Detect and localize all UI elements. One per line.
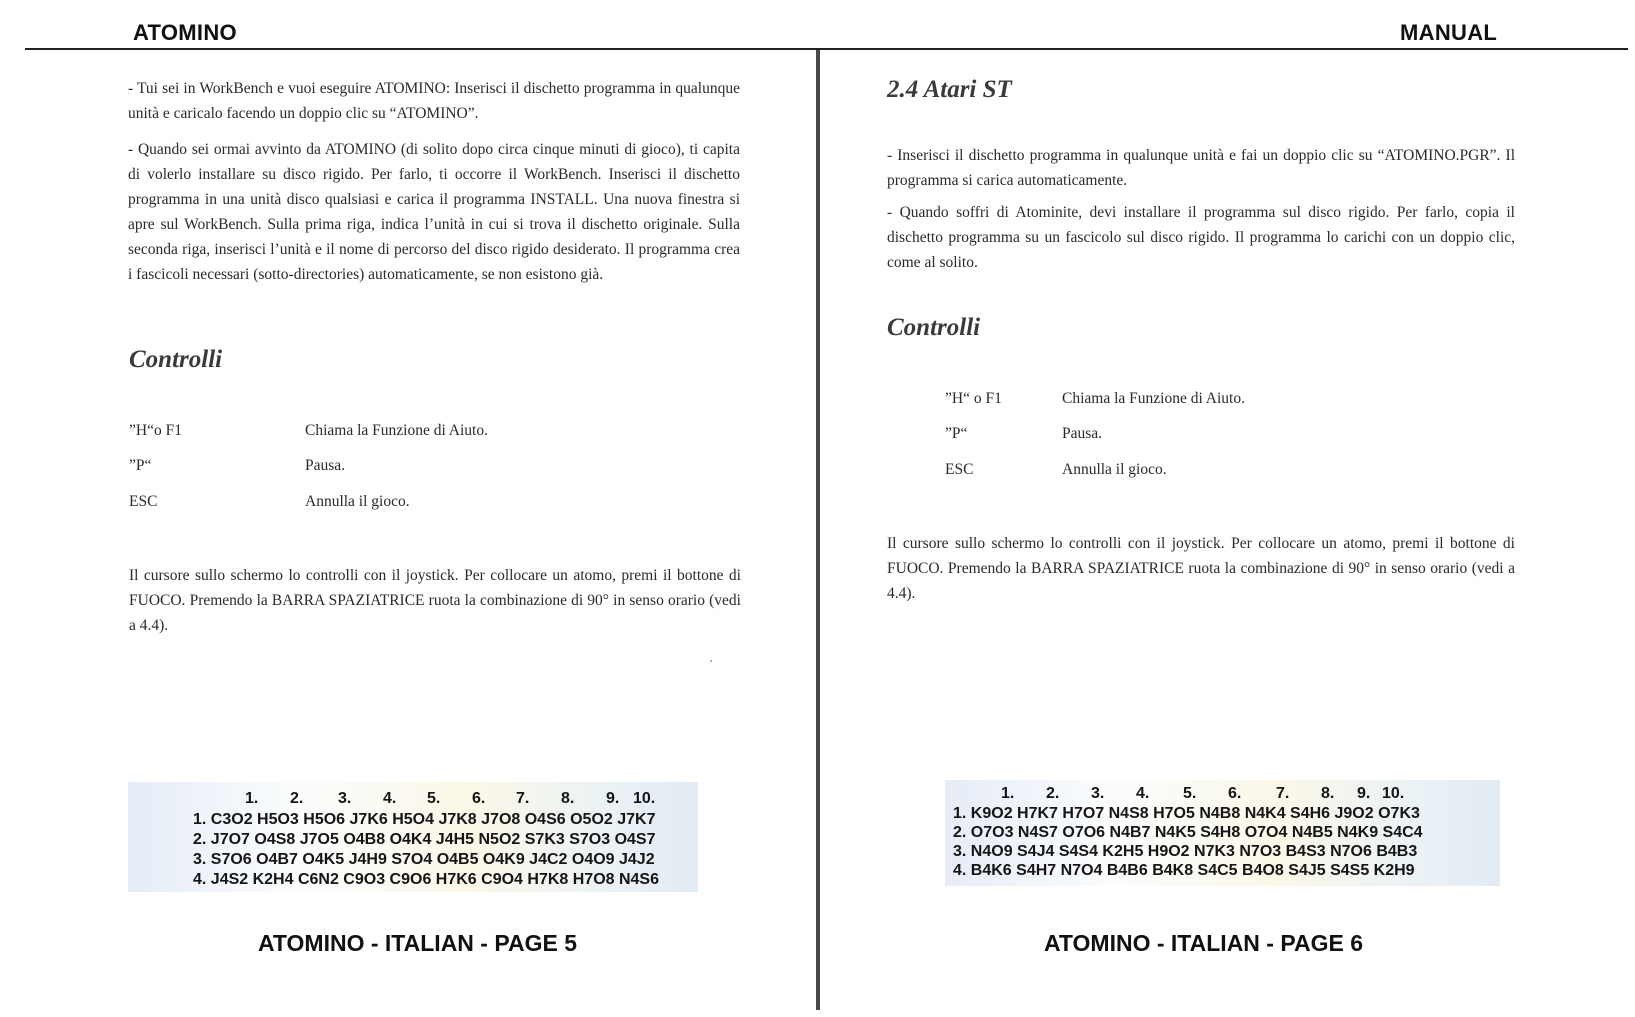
control-key: ”P“ bbox=[129, 457, 152, 474]
column-number: 4. bbox=[1136, 785, 1150, 802]
code-table-column-header bbox=[128, 790, 698, 810]
control-key: ESC bbox=[129, 493, 158, 510]
column-number: 6. bbox=[1228, 785, 1242, 802]
column-number: 9. bbox=[1357, 785, 1371, 802]
paragraph-atari-install: - Quando soffri di Atominite, devi installare il programma sul disco rigido. Per farlo, copia il dischetto programma su un fascicolo sul disco rigido. Il programma lo carichi con un doppio clic, come al solito. bbox=[887, 204, 1515, 271]
level-code-table bbox=[128, 782, 698, 892]
column-number: 2. bbox=[290, 790, 304, 807]
paragraph-atari-run: - Inserisci il dischetto programma in qualunque unità e fai un doppio clic su “ATOMINO.PGR”. Il programma si carica automaticamente. bbox=[887, 147, 1515, 189]
running-header-left: ATOMINO bbox=[133, 20, 237, 45]
paragraph-workbench-run: - Tui sei in WorkBench e vuoi eseguire ATOMINO: Inserisci il dischetto programma in qualunque unità e caricalo facendo un doppio clic su “ATOMINO”. bbox=[128, 80, 740, 122]
code-row: 1. K9O2 H7K7 H7O7 N4S8 H7O5 N4B8 N4K4 S4H6 J9O2 O7K3 bbox=[953, 805, 1420, 822]
column-number: 5. bbox=[1183, 785, 1197, 802]
control-description: Pausa. bbox=[305, 457, 346, 474]
column-number: 4. bbox=[383, 790, 397, 807]
running-header-right: MANUAL bbox=[1400, 20, 1498, 45]
control-key: ”P“ bbox=[945, 425, 968, 442]
code-row: 4. J4S2 K2H4 C6N2 C9O3 C9O6 H7K6 C9O4 H7K8 H7O8 N4S6 bbox=[193, 871, 659, 888]
column-number: 7. bbox=[516, 790, 530, 807]
column-number: 3. bbox=[338, 790, 352, 807]
code-row: 2. J7O7 O4S8 J7O5 O4B8 O4K4 J4H5 N5O2 S7K3 S7O3 O4S7 bbox=[193, 831, 656, 848]
controls-heading: Controlli bbox=[887, 314, 981, 341]
code-row: 4. B4K6 S4H7 N7O4 B4B6 B4K8 S4C5 B4O8 S4J5 S4S5 K2H9 bbox=[953, 862, 1415, 879]
control-description: Pausa. bbox=[1062, 425, 1103, 442]
control-key: ESC bbox=[945, 461, 974, 478]
section-heading-atari-st: 2.4 Atari ST bbox=[887, 76, 1012, 103]
column-number: 6. bbox=[472, 790, 486, 807]
paragraph-cursor-controls: Il cursore sullo schermo lo controlli con il joystick. Per collocare un atomo, premi il bottone di FUOCO. Premendo la BARRA SPAZIATRICE ruota la combinazione di 90° in senso orario (vedi a 4.4). bbox=[129, 567, 741, 634]
code-row: 3. S7O6 O4B7 O4K5 J4H9 S7O4 O4B5 O4K9 J4C2 O4O9 J4J2 bbox=[193, 851, 655, 868]
page-footer: ATOMINO - ITALIAN - PAGE 6 bbox=[1044, 930, 1364, 956]
code-row: 3. N4O9 S4J4 S4S4 K2H5 H9O2 N7K3 N7O3 B4S3 N7O6 B4B3 bbox=[953, 843, 1418, 860]
column-number: 7. bbox=[1276, 785, 1290, 802]
paragraph-cursor-controls: Il cursore sullo schermo lo controlli con il joystick. Per collocare un atomo, premi il bottone di FUOCO. Premendo la BARRA SPAZIATRICE ruota la combinazione di 90° in senso orario (vedi a 4.4). bbox=[887, 535, 1515, 602]
column-number: 9. bbox=[606, 790, 620, 807]
column-number: 8. bbox=[561, 790, 575, 807]
control-description: Annulla il gioco. bbox=[305, 493, 410, 510]
paper-speck bbox=[710, 660, 712, 662]
level-code-table bbox=[945, 780, 1500, 886]
page-footer: ATOMINO - ITALIAN - PAGE 5 bbox=[258, 930, 578, 956]
control-description: Annulla il gioco. bbox=[1062, 461, 1167, 478]
column-number: 10. bbox=[633, 790, 656, 807]
control-description: Chiama la Funzione di Aiuto. bbox=[305, 422, 488, 439]
code-table-column-header bbox=[945, 785, 1500, 805]
controls-heading: Controlli bbox=[129, 346, 223, 373]
column-number: 8. bbox=[1321, 785, 1335, 802]
column-number: 1. bbox=[1001, 785, 1015, 802]
code-row: 1. C3O2 H5O3 H5O6 J7K6 H5O4 J7K8 J7O8 O4S6 O5O2 J7K7 bbox=[193, 811, 656, 828]
column-number: 2. bbox=[1046, 785, 1060, 802]
code-row: 2. O7O3 N4S7 O7O6 N4B7 N4K5 S4H8 O7O4 N4B5 N4K9 S4C4 bbox=[953, 824, 1423, 841]
control-description: Chiama la Funzione di Aiuto. bbox=[1062, 390, 1245, 407]
column-number: 5. bbox=[427, 790, 441, 807]
column-number: 10. bbox=[1382, 785, 1405, 802]
paragraph-workbench-install: - Quando sei ormai avvinto da ATOMINO (di solito dopo circa cinque minuti di gioco), ti capita di volerlo installare su disco rigido. Per farlo, ti occorre il WorkBench. Inserisci il dischetto programma in una unità disco qualsiasi e carica il programma INSTALL. Una nuova finestra si apre sul WorkBench. Sulla prima riga, indica l’unità in cui si trova il dischetto originale. Sulla seconda riga, inserisci l’unità e il nome di percorso del disco rigido desiderato. Il programma crea i fascicoli necessari (sotto-directories) automaticamente, se non esistono già. bbox=[128, 141, 740, 283]
right-page bbox=[822, 0, 1635, 1017]
column-number: 1. bbox=[245, 790, 259, 807]
column-number: 3. bbox=[1091, 785, 1105, 802]
control-key: ”H“ o F1 bbox=[945, 390, 1002, 407]
control-key: ”H“o F1 bbox=[129, 422, 182, 439]
